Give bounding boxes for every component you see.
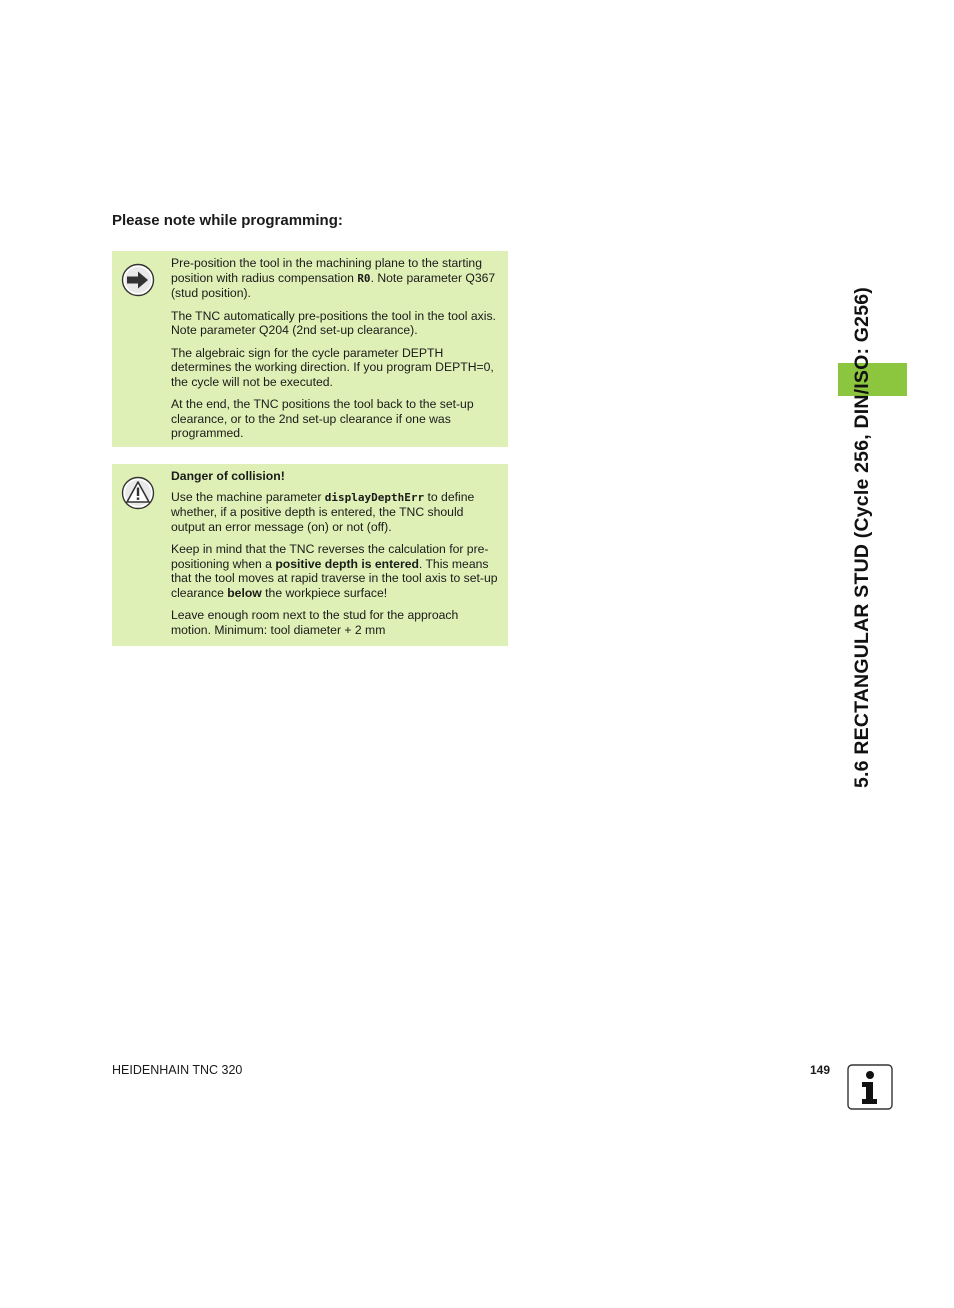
note-box	[112, 251, 508, 447]
warning-paragraph-3: Leave enough room next to the stud for the approach motion. Minimum: tool diameter + 2 mm	[171, 608, 459, 637]
warning-triangle-icon	[121, 476, 155, 510]
footer-product: HEIDENHAIN TNC 320	[112, 1063, 243, 1077]
warning-title: Danger of collision!	[171, 469, 285, 483]
note-paragraph-4: At the end, the TNC positions the tool back to the set-up clearance, or to the 2nd set-up clearance if one was programmed.	[171, 397, 474, 440]
warning-box	[112, 464, 508, 646]
note-paragraph-1: Pre-position the tool in the machining plane to the starting position with radius compensation R0. Note parameter Q367 (stud position).	[171, 256, 496, 300]
info-icon	[847, 1064, 893, 1110]
arrow-right-icon	[121, 263, 155, 297]
chapter-title: 5.6 RECTANGULAR STUD (Cycle 256, DIN/ISO: G256)	[851, 287, 873, 788]
page-number: 149	[809, 1063, 830, 1077]
warning-paragraph-1: Use the machine parameter displayDepthErr to define whether, if a positive depth is entered, the TNC should output an error message (on) or not (off).	[171, 489, 475, 534]
code-displaydeptherr: displayDepthErr	[324, 490, 425, 504]
warning-paragraph-2: Keep in mind that the TNC reverses the calculation for pre-positioning when a positive depth is entered. This means that the tool moves at rapid traverse in the tool axis to set-up clearance below the workpiece surface!	[171, 542, 498, 600]
section-heading: Please note while programming:	[112, 212, 343, 229]
note-paragraph-3: The algebraic sign for the cycle parameter DEPTH determines the working direction. If you program DEPTH=0, the cycle will not be executed.	[171, 345, 494, 389]
code-r0: R0	[357, 271, 371, 285]
note-paragraph-2: The TNC automatically pre-positions the tool in the tool axis. Note parameter Q204 (2nd set-up clearance).	[171, 308, 496, 337]
